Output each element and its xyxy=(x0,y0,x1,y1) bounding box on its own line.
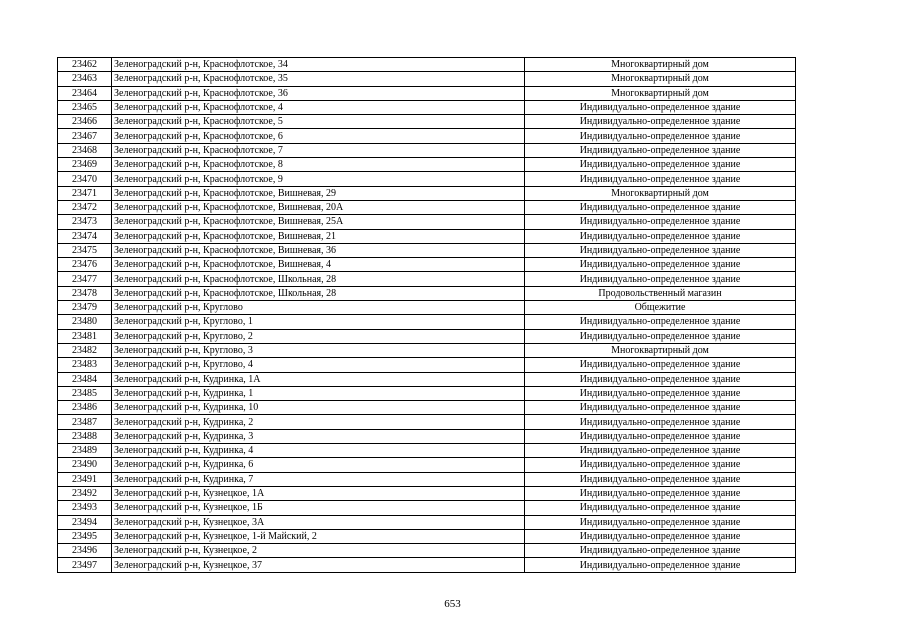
building-type-cell: Индивидуально-определенное здание xyxy=(525,415,796,429)
building-type-cell: Индивидуально-определенное здание xyxy=(525,486,796,500)
table-row xyxy=(58,115,796,129)
address-cell: Зеленоградский р-н, Круглово, 2 xyxy=(112,329,525,343)
building-type-cell: Индивидуально-определенное здание xyxy=(525,444,796,458)
table-row xyxy=(58,258,796,272)
building-type-cell: Индивидуально-определенное здание xyxy=(525,200,796,214)
table-row xyxy=(58,358,796,372)
building-type-cell: Многоквартирный дом xyxy=(525,86,796,100)
registry-table xyxy=(57,57,796,573)
address-cell: Зеленоградский р-н, Кузнецкое, 1Б xyxy=(112,501,525,515)
address-cell: Зеленоградский р-н, Кузнецкое, 37 xyxy=(112,558,525,572)
address-cell: Зеленоградский р-н, Краснофлотское, 36 xyxy=(112,86,525,100)
address-cell: Зеленоградский р-н, Кудринка, 7 xyxy=(112,472,525,486)
row-number-cell: 23495 xyxy=(58,529,112,543)
row-number-cell: 23471 xyxy=(58,186,112,200)
row-number-cell: 23476 xyxy=(58,258,112,272)
building-type-cell: Индивидуально-определенное здание xyxy=(525,458,796,472)
row-number-cell: 23470 xyxy=(58,172,112,186)
building-type-cell: Многоквартирный дом xyxy=(525,72,796,86)
building-type-cell: Индивидуально-определенное здание xyxy=(525,358,796,372)
building-type-cell: Индивидуально-определенное здание xyxy=(525,401,796,415)
table-row xyxy=(58,215,796,229)
row-number-cell: 23468 xyxy=(58,143,112,157)
address-cell: Зеленоградский р-н, Кудринка, 1 xyxy=(112,386,525,400)
table-row xyxy=(58,501,796,515)
address-cell: Зеленоградский р-н, Краснофлотское, 4 xyxy=(112,100,525,114)
address-cell: Зеленоградский р-н, Краснофлотское, Вишневая, 21 xyxy=(112,229,525,243)
row-number-cell: 23493 xyxy=(58,501,112,515)
row-number-cell: 23491 xyxy=(58,472,112,486)
row-number-cell: 23497 xyxy=(58,558,112,572)
address-cell: Зеленоградский р-н, Краснофлотское, Вишневая, 36 xyxy=(112,243,525,257)
building-type-cell: Индивидуально-определенное здание xyxy=(525,143,796,157)
table-row xyxy=(58,458,796,472)
table-row xyxy=(58,200,796,214)
building-type-cell: Индивидуально-определенное здание xyxy=(525,172,796,186)
table-row xyxy=(58,129,796,143)
building-type-cell: Индивидуально-определенное здание xyxy=(525,229,796,243)
table-row xyxy=(58,143,796,157)
row-number-cell: 23478 xyxy=(58,286,112,300)
table-row xyxy=(58,372,796,386)
table-row xyxy=(58,172,796,186)
building-type-cell: Индивидуально-определенное здание xyxy=(525,100,796,114)
table-row xyxy=(58,301,796,315)
building-type-cell: Индивидуально-определенное здание xyxy=(525,386,796,400)
building-type-cell: Индивидуально-определенное здание xyxy=(525,258,796,272)
building-type-cell: Индивидуально-определенное здание xyxy=(525,158,796,172)
row-number-cell: 23465 xyxy=(58,100,112,114)
building-type-cell: Индивидуально-определенное здание xyxy=(525,243,796,257)
address-cell: Зеленоградский р-н, Краснофлотское, Вишневая, 20А xyxy=(112,200,525,214)
row-number-cell: 23482 xyxy=(58,343,112,357)
row-number-cell: 23477 xyxy=(58,272,112,286)
row-number-cell: 23487 xyxy=(58,415,112,429)
table-row xyxy=(58,58,796,72)
table-row xyxy=(58,386,796,400)
table-row xyxy=(58,472,796,486)
address-cell: Зеленоградский р-н, Краснофлотское, Вишневая, 29 xyxy=(112,186,525,200)
address-cell: Зеленоградский р-н, Кузнецкое, 1-й Майский, 2 xyxy=(112,529,525,543)
table-row xyxy=(58,229,796,243)
address-cell: Зеленоградский р-н, Кудринка, 6 xyxy=(112,458,525,472)
building-type-cell: Индивидуально-определенное здание xyxy=(525,129,796,143)
address-cell: Зеленоградский р-н, Краснофлотское, 5 xyxy=(112,115,525,129)
address-cell: Зеленоградский р-н, Круглово xyxy=(112,301,525,315)
table-row xyxy=(58,72,796,86)
row-number-cell: 23481 xyxy=(58,329,112,343)
table-row xyxy=(58,558,796,572)
table-row xyxy=(58,515,796,529)
table-row xyxy=(58,343,796,357)
building-type-cell: Продовольственный магазин xyxy=(525,286,796,300)
row-number-cell: 23496 xyxy=(58,544,112,558)
address-cell: Зеленоградский р-н, Кудринка, 3 xyxy=(112,429,525,443)
row-number-cell: 23494 xyxy=(58,515,112,529)
row-number-cell: 23489 xyxy=(58,444,112,458)
row-number-cell: 23479 xyxy=(58,301,112,315)
row-number-cell: 23475 xyxy=(58,243,112,257)
address-cell: Зеленоградский р-н, Кудринка, 10 xyxy=(112,401,525,415)
table-row xyxy=(58,100,796,114)
building-type-cell: Индивидуально-определенное здание xyxy=(525,544,796,558)
address-cell: Зеленоградский р-н, Краснофлотское, 34 xyxy=(112,58,525,72)
table-row xyxy=(58,286,796,300)
address-cell: Зеленоградский р-н, Кудринка, 2 xyxy=(112,415,525,429)
table-row xyxy=(58,529,796,543)
table-row xyxy=(58,415,796,429)
table-row xyxy=(58,429,796,443)
address-cell: Зеленоградский р-н, Кудринка, 4 xyxy=(112,444,525,458)
table-row xyxy=(58,486,796,500)
building-type-cell: Индивидуально-определенное здание xyxy=(525,529,796,543)
row-number-cell: 23464 xyxy=(58,86,112,100)
address-cell: Зеленоградский р-н, Краснофлотское, Вишневая, 4 xyxy=(112,258,525,272)
row-number-cell: 23488 xyxy=(58,429,112,443)
row-number-cell: 23490 xyxy=(58,458,112,472)
address-cell: Зеленоградский р-н, Краснофлотское, Школьная, 28 xyxy=(112,286,525,300)
building-type-cell: Индивидуально-определенное здание xyxy=(525,515,796,529)
row-number-cell: 23492 xyxy=(58,486,112,500)
address-cell: Зеленоградский р-н, Краснофлотское, 7 xyxy=(112,143,525,157)
address-cell: Зеленоградский р-н, Кузнецкое, 3А xyxy=(112,515,525,529)
building-type-cell: Индивидуально-определенное здание xyxy=(525,429,796,443)
building-type-cell: Многоквартирный дом xyxy=(525,58,796,72)
building-type-cell: Общежитие xyxy=(525,301,796,315)
table-row xyxy=(58,544,796,558)
address-cell: Зеленоградский р-н, Круглово, 3 xyxy=(112,343,525,357)
row-number-cell: 23467 xyxy=(58,129,112,143)
address-cell: Зеленоградский р-н, Краснофлотское, 9 xyxy=(112,172,525,186)
address-cell: Зеленоградский р-н, Круглово, 1 xyxy=(112,315,525,329)
table-row xyxy=(58,243,796,257)
table-row xyxy=(58,401,796,415)
table-row xyxy=(58,315,796,329)
building-type-cell: Индивидуально-определенное здание xyxy=(525,329,796,343)
address-cell: Зеленоградский р-н, Краснофлотское, Школьная, 28 xyxy=(112,272,525,286)
address-cell: Зеленоградский р-н, Кудринка, 1А xyxy=(112,372,525,386)
building-type-cell: Индивидуально-определенное здание xyxy=(525,115,796,129)
row-number-cell: 23483 xyxy=(58,358,112,372)
row-number-cell: 23472 xyxy=(58,200,112,214)
building-type-cell: Многоквартирный дом xyxy=(525,343,796,357)
table-row xyxy=(58,329,796,343)
building-type-cell: Индивидуально-определенное здание xyxy=(525,501,796,515)
table-row xyxy=(58,272,796,286)
table-row xyxy=(58,158,796,172)
building-type-cell: Индивидуально-определенное здание xyxy=(525,272,796,286)
row-number-cell: 23480 xyxy=(58,315,112,329)
building-type-cell: Индивидуально-определенное здание xyxy=(525,372,796,386)
address-cell: Зеленоградский р-н, Краснофлотское, 6 xyxy=(112,129,525,143)
row-number-cell: 23466 xyxy=(58,115,112,129)
row-number-cell: 23473 xyxy=(58,215,112,229)
address-cell: Зеленоградский р-н, Кузнецкое, 2 xyxy=(112,544,525,558)
row-number-cell: 23469 xyxy=(58,158,112,172)
address-cell: Зеленоградский р-н, Круглово, 4 xyxy=(112,358,525,372)
row-number-cell: 23474 xyxy=(58,229,112,243)
building-type-cell: Индивидуально-определенное здание xyxy=(525,315,796,329)
building-type-cell: Индивидуально-определенное здание xyxy=(525,472,796,486)
row-number-cell: 23462 xyxy=(58,58,112,72)
table-row xyxy=(58,86,796,100)
building-type-cell: Индивидуально-определенное здание xyxy=(525,558,796,572)
row-number-cell: 23486 xyxy=(58,401,112,415)
address-cell: Зеленоградский р-н, Краснофлотское, Вишневая, 25А xyxy=(112,215,525,229)
row-number-cell: 23463 xyxy=(58,72,112,86)
registry-table-body xyxy=(58,58,796,573)
page-number: 653 xyxy=(444,598,461,610)
row-number-cell: 23484 xyxy=(58,372,112,386)
address-cell: Зеленоградский р-н, Краснофлотское, 35 xyxy=(112,72,525,86)
building-type-cell: Индивидуально-определенное здание xyxy=(525,215,796,229)
table-row xyxy=(58,186,796,200)
table-row xyxy=(58,444,796,458)
building-type-cell: Многоквартирный дом xyxy=(525,186,796,200)
address-cell: Зеленоградский р-н, Кузнецкое, 1А xyxy=(112,486,525,500)
row-number-cell: 23485 xyxy=(58,386,112,400)
address-cell: Зеленоградский р-н, Краснофлотское, 8 xyxy=(112,158,525,172)
